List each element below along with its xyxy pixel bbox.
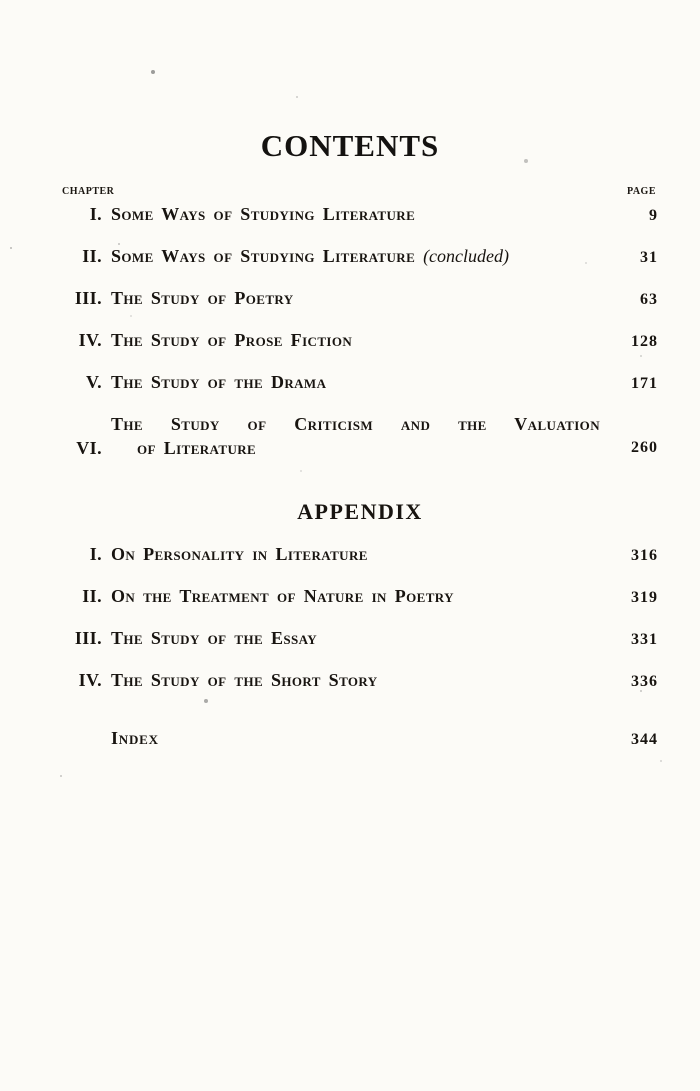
toc-entry	[62, 288, 658, 310]
page-number: 331	[631, 631, 658, 648]
chapter-title-text: Some Ways of Studying Literature	[111, 246, 416, 266]
chapter-title: The Study of Prose Fiction	[111, 330, 353, 350]
toc-entry	[62, 628, 658, 650]
chapter-numeral: II.	[82, 246, 102, 266]
page-number: 260	[631, 439, 658, 456]
column-headers	[62, 186, 658, 197]
page-number: 171	[631, 375, 658, 392]
chapter-title: The Study of the Drama	[111, 372, 327, 392]
page-number: 344	[631, 731, 658, 748]
chapter-title	[111, 246, 600, 266]
chapter-numeral: V.	[86, 372, 102, 392]
appendix-title: On Personality in Literature	[111, 544, 368, 564]
page-number: 128	[631, 333, 658, 350]
toc-entry	[62, 414, 658, 458]
toc-entry	[62, 670, 658, 692]
chapter-column-header: CHAPTER	[62, 186, 115, 197]
toc-entry	[62, 330, 658, 352]
chapter-numeral: III.	[74, 288, 102, 308]
appendix-heading: APPENDIX	[297, 499, 423, 524]
index-entry	[62, 728, 658, 750]
chapter-numeral: VI.	[76, 438, 102, 458]
toc-entry	[62, 246, 658, 268]
chapter-title: Some Ways of Studying Literature	[111, 204, 416, 224]
page-number: 31	[640, 249, 658, 266]
chapter-title-suffix: (concluded)	[423, 246, 510, 266]
toc-entry	[62, 586, 658, 608]
chapter-numeral: I.	[89, 204, 102, 224]
appendix-title: The Study of the Short Story	[111, 670, 378, 690]
appendix-numeral: I.	[89, 544, 102, 564]
index-label: Index	[111, 728, 159, 748]
appendix-numeral: III.	[74, 628, 102, 648]
chapter-title: The Study of Poetry	[111, 288, 294, 308]
appendix-numeral: IV.	[78, 670, 102, 690]
table-of-contents	[62, 186, 658, 750]
page-number: 63	[640, 291, 658, 308]
chapter-title-line1: The Study of Criticism and the Valuation	[111, 414, 600, 434]
appendix-section	[62, 500, 658, 692]
toc-entry	[62, 204, 658, 226]
chapter-title	[111, 414, 600, 458]
page-number: 319	[631, 589, 658, 606]
toc-entry	[62, 544, 658, 566]
appendix-title: On the Treatment of Nature in Poetry	[111, 586, 454, 606]
chapter-numeral: IV.	[78, 330, 102, 350]
page-number: 336	[631, 673, 658, 690]
page-title: CONTENTS	[260, 128, 440, 163]
page-column-header: PAGE	[626, 186, 656, 197]
page-number: 316	[631, 547, 658, 564]
page-number: 9	[649, 207, 658, 224]
chapter-title-line2: of Literature	[137, 438, 257, 458]
appendix-title: The Study of the Essay	[111, 628, 317, 648]
appendix-numeral: II.	[82, 586, 102, 606]
toc-entry	[62, 372, 658, 394]
